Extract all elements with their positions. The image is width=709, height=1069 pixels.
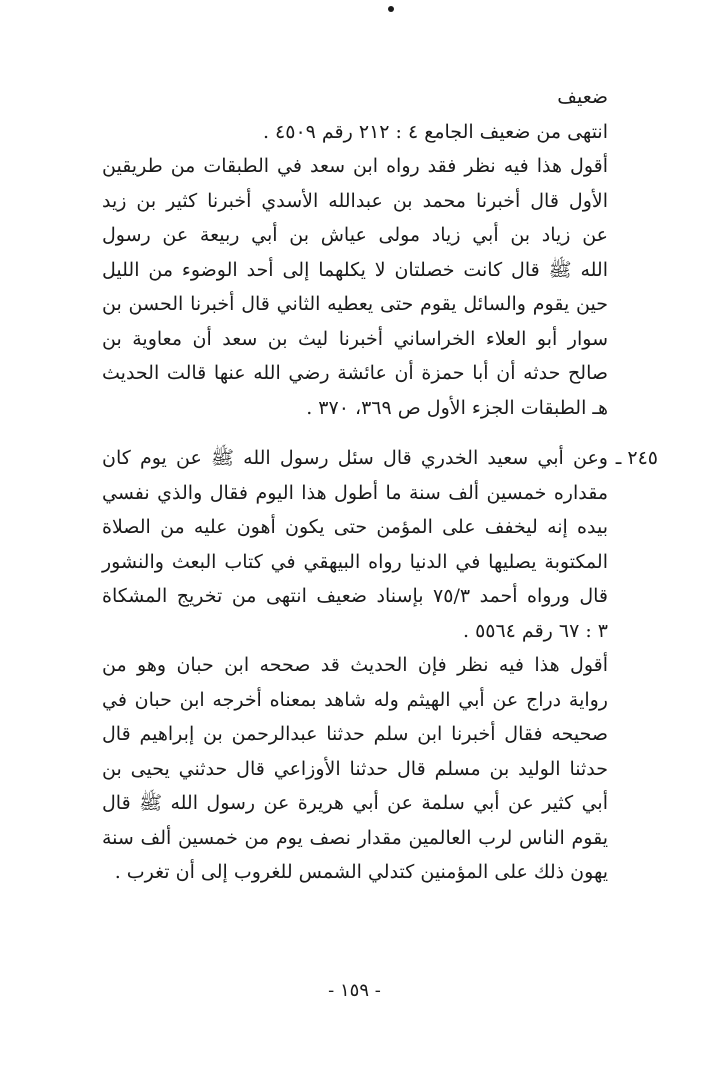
text-line: قال ورواه أحمد ٧٥/٣ بإسناد ضعيف انتهى من تخريج المشكاة (102, 585, 608, 607)
text-line: يقوم الناس لرب العالمين مقدار نصف يوم من خمسين ألف سنة (102, 826, 608, 849)
page-body (102, 80, 658, 890)
text-line: أقول هذا فيه نظر فقد رواه ابن سعد في الطبقات من طريقين (102, 155, 608, 177)
text-line: رواية دراج عن أبي الهيثم وله شاهد بمعناه أخرجه ابن حبان في (102, 688, 608, 711)
hadith-number: ٢٤٥ ـ (615, 447, 658, 469)
text-line: المكتوبة يصليها في الدنيا رواه البيهقي في كتاب البعث والنشور (102, 550, 608, 573)
text-line: وعن أبي سعيد الخدري قال سئل رسول الله ﷺ عن يوم كان (102, 447, 608, 469)
text-line: حين يقوم والسائل يقوم حتى يعطيه الثاني قال أخبرنا الحسن بن (102, 293, 608, 315)
text-line: ضعيف (557, 86, 608, 108)
text-line: هـ الطبقات الجزء الأول ص ٣٦٩، ٣٧٠ . (306, 396, 608, 419)
text-line: يهون ذلك على المؤمنين كتدلي الشمس للغروب إلى أن تغرب . (114, 861, 608, 883)
text-line: بيده إنه ليخفف على المؤمن حتى يكون أهون عليه من الصلاة (102, 516, 608, 538)
text-line: مقداره خمسين ألف سنة ما أطول هذا اليوم فقال والذي نفسي (102, 481, 608, 504)
text-line: حدثنا الوليد بن مسلم قال حدثنا الأوزاعي قال حدثني يحيى بن (102, 757, 608, 780)
text-line: الله ﷺ قال كانت خصلتان لا يكلهما إلى أحد الوضوء من الليل (102, 258, 608, 281)
text-line: أبي كثير عن أبي سلمة عن أبي هريرة عن رسول الله ﷺ قال (102, 792, 608, 814)
paragraph-block-2 (102, 441, 658, 890)
text-line: عن زياد بن أبي زياد مولى عياش بن أبي ربيعة عن رسول (102, 224, 608, 246)
paragraph-gap (102, 425, 608, 441)
text-line: انتهى من ضعيف الجامع ٤ : ٢١٢ رقم ٤٥٠٩ . (262, 120, 608, 143)
text-line: صالح حدثه أن أبا حمزة أن عائشة رضي الله عنها قالت الحديث (102, 362, 608, 384)
paragraph-block-1 (102, 80, 608, 425)
text-line: ٣ : ٦٧ رقم ٥٥٦٤ . (462, 619, 608, 642)
hadith-first-line (102, 441, 658, 476)
text-line: سوار أبو العلاء الخراساني أخبرنا ليث بن سعد أن معاوية بن (102, 327, 608, 350)
page-number: - ١٥٩ - (328, 980, 381, 1001)
text-line: صحيحه فقال أخبرنا ابن سلم حدثنا عبدالرحمن بن إبراهيم قال (102, 723, 608, 745)
text-line: أقول هذا فيه نظر فإن الحديث قد صححه ابن حبان وهو من (102, 654, 608, 676)
top-dot-mark (388, 6, 394, 12)
text-line: الأول قال أخبرنا محمد بن عبدالله الأسدي أخبرنا كثير بن زيد (102, 189, 608, 212)
